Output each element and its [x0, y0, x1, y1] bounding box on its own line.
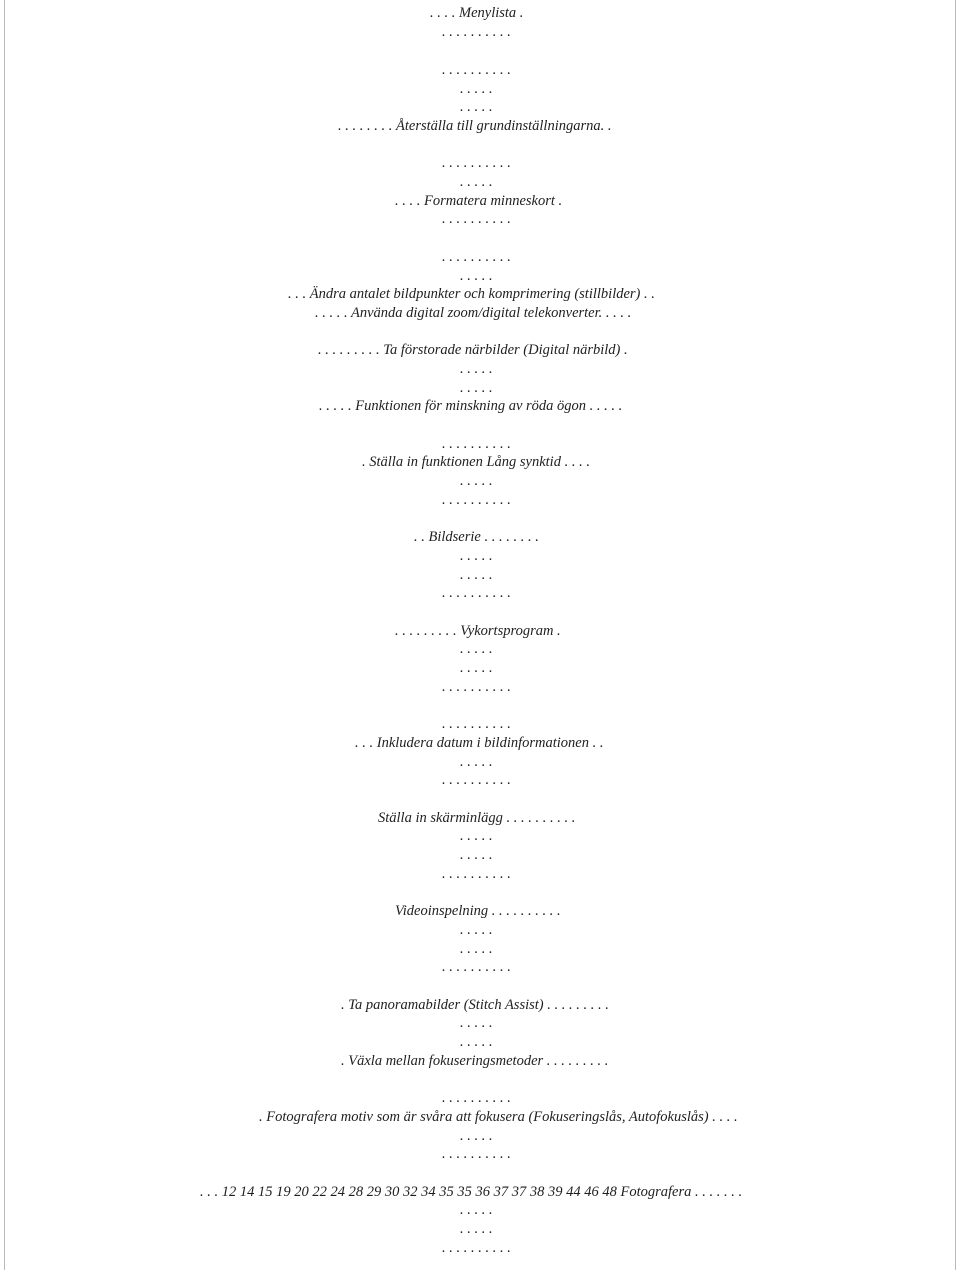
toc-line: . . . . Formatera minneskort . [395, 193, 563, 209]
toc-line: . . . . . [460, 941, 493, 957]
toc-line: . . . . . . . . . . [442, 436, 511, 452]
toc-line: Ställa in skärminlägg . . . . . . . . . . [378, 810, 576, 826]
toc-line: . . . . . . . . . . [442, 155, 511, 171]
page-right-border [955, 0, 956, 1270]
toc-line: . . . . . . . . . . [442, 959, 511, 975]
toc-line: . . . . . [460, 174, 493, 190]
toc-line: . . . . . . . . . . [442, 1240, 511, 1256]
toc-line: . . . . . . . . Återställa till grundinställningarna. . [338, 118, 612, 134]
toc-line: . . . . . . . . . . [442, 1090, 511, 1106]
toc-line: . . . . . [460, 1221, 493, 1237]
toc-line: . . . . . . . . . . [442, 585, 511, 601]
toc-line: . . . . . [460, 473, 493, 489]
toc-line: . . . . . [460, 660, 493, 676]
toc-line: . . . . . [460, 99, 493, 115]
toc-line: . . . . . . . . . Vykortsprogram . [395, 623, 561, 639]
toc-line: . . . . . [460, 567, 493, 583]
toc-line: . . . . . Funktionen för minskning av röda ögon . . . . . [319, 398, 623, 414]
toc-line: . . . . . [460, 81, 493, 97]
toc-line: . . . . . . . . . . [442, 716, 511, 732]
toc-line: . . . . . . . . . . [442, 249, 511, 265]
toc-line: . . . . . . . . . . [442, 211, 511, 227]
page-left-border [4, 0, 5, 1270]
toc-line: . . . . . [460, 380, 493, 396]
toc-line: . . . . . [460, 548, 493, 564]
toc-line: . . . . . . . . . . [442, 1146, 511, 1162]
toc-line: . . . . . . . . . Ta förstorade närbilder (Digital närbild) . [318, 342, 628, 358]
toc-line: . . . . . [460, 1202, 493, 1218]
toc-line: . . . . . . . . . . [442, 492, 511, 508]
toc-line: . . Bildserie . . . . . . . . [414, 529, 539, 545]
toc-line: . . . . . [460, 754, 493, 770]
toc-line: Videoinspelning . . . . . . . . . . [395, 903, 561, 919]
toc-line: . . . . . [460, 922, 493, 938]
toc-line: . . . . . [460, 1034, 493, 1050]
toc-line: . . . . . . . . . . [442, 772, 511, 788]
toc-line: . . . . . [460, 828, 493, 844]
toc-line: . Ta panoramabilder (Stitch Assist) . . . . . . . . . [341, 997, 609, 1013]
toc-line: . . . . . . . . . . [442, 679, 511, 695]
toc-line: . . . Ändra antalet bildpunkter och komprimering (stillbilder) . . [288, 286, 655, 302]
toc-line: . . . . . Använda digital zoom/digital telekonverter. . . . . [315, 305, 632, 321]
toc-line: . . . . . . . . . . [442, 866, 511, 882]
toc-line: . . . . . [460, 1015, 493, 1031]
toc-line: . . . . . [460, 361, 493, 377]
toc-line: . . . . . [460, 641, 493, 657]
toc-line: . . . Inkludera datum i bildinformationen . . [355, 735, 604, 751]
toc-line: . Fotografera motiv som är svåra att fokusera (Fokuseringslås, Autofokuslås) . . . . [259, 1109, 738, 1125]
toc-line: . . . . . [460, 1128, 493, 1144]
toc-line: . . . . . . . . . . [442, 24, 511, 40]
toc-line: . . . . . . . . . . [442, 62, 511, 78]
toc-line: . . . 12 14 15 19 20 22 24 28 29 30 32 34 35 35 36 37 37 38 39 44 46 48 Fotografera . . . . . . . [200, 1184, 743, 1200]
toc-line: . Växla mellan fokuseringsmetoder . . . . . . . . . [341, 1053, 609, 1069]
toc-line: . . . . Menylista . [430, 5, 524, 21]
toc-line: . . . . . [460, 268, 493, 284]
toc-line: . Ställa in funktionen Lång synktid . . . . [362, 454, 590, 470]
toc-line: . . . . . [460, 847, 493, 863]
